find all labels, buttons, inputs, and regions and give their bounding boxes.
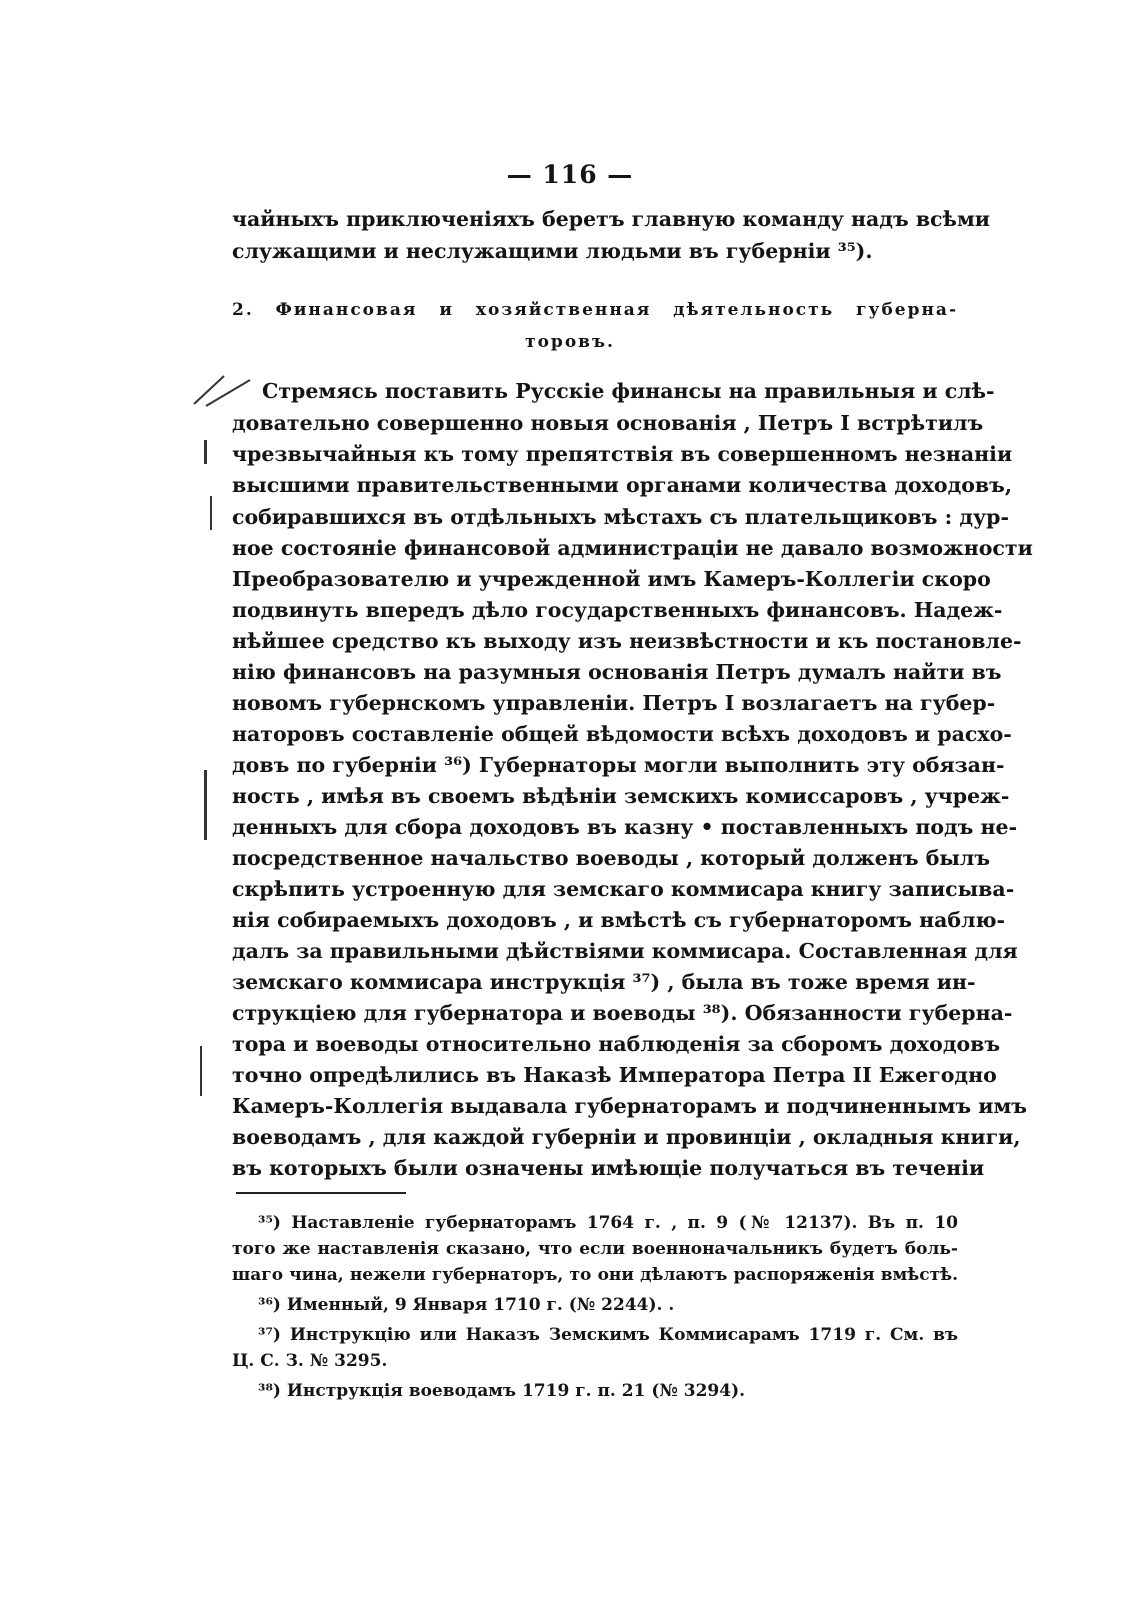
footnote-37: ³⁷) Инструкцію или Наказъ Земскимъ Коммисарамъ 1719 г. См. въ — [258, 1325, 958, 1345]
section-heading: 2. Финансовая и хозяйственная дѣятельность губерна- — [232, 300, 958, 320]
text-line: посредственное начальство воеводы , который долженъ былъ — [232, 846, 991, 870]
text-line: денныхъ для сбора доходовъ въ казну • поставленныхъ подъ не- — [232, 815, 1018, 839]
text-line: ное состояніе финансовой администраціи не давало возможности — [232, 536, 1033, 560]
footnote-35-continuation: того же наставленія сказано, что если военноначальникъ будетъ боль- — [232, 1239, 958, 1259]
footnote-36: ³⁶) Именный, 9 Января 1710 г. (№ 2244). . — [258, 1295, 675, 1315]
section-heading-continuation: торовъ. — [525, 332, 615, 352]
text-line: Камеръ-Коллегія выдавала губернаторамъ и подчиненнымъ имъ — [232, 1094, 1027, 1118]
footnote-35: ³⁵) Наставленіе губернаторамъ 1764 г. , п. 9 (№ 12137). Въ п. 10 — [258, 1213, 958, 1233]
text-line: нѣйшее средство къ выходу изъ неизвѣстности и къ постановле- — [232, 629, 1022, 653]
text-line: нія собираемыхъ доходовъ , и вмѣстѣ съ губернаторомъ наблю- — [232, 908, 1006, 932]
margin-line-mark — [200, 1046, 202, 1096]
margin-line-mark — [204, 770, 207, 840]
text-line: новомъ губернскомъ управленіи. Петръ I возлагаетъ на губер- — [232, 691, 996, 715]
footnote-38: ³⁸) Инструкція воеводамъ 1719 г. п. 21 (№ 3294). — [258, 1381, 746, 1401]
text-line: ность , имѣя въ своемъ вѣдѣніи земскихъ комиссаровъ , учреж- — [232, 784, 1010, 808]
text-line: довъ по губерніи ³⁶) Губернаторы могли выполнить эту обязан- — [232, 753, 1005, 777]
footnote-divider — [236, 1192, 406, 1194]
text-line: въ которыхъ были означены имѣющіе получаться въ теченіи — [232, 1156, 985, 1180]
text-line: скрѣпить устроенную для земскаго коммисара книгу записыва- — [232, 877, 1015, 901]
margin-pencil-mark — [190, 370, 260, 410]
text-line: нію финансовъ на разумныя основанія Петръ думалъ найти въ — [232, 660, 1002, 684]
text-line: земскаго коммисара инструкція ³⁷) , была въ тоже время ин- — [232, 970, 976, 994]
margin-line-mark — [210, 496, 212, 530]
text-line: Стремясь поставить Русскіе финансы на правильныя и слѣ- — [262, 379, 995, 403]
text-line: тора и воеводы относительно наблюденія за сборомъ доходовъ — [232, 1032, 1001, 1056]
page-number: — 116 — — [506, 160, 634, 189]
footnote-37-continuation: Ц. С. З. № 3295. — [232, 1351, 388, 1371]
text-line: служащими и неслужащими людьми въ губерніи ³⁵). — [232, 239, 873, 263]
footnote-35-continuation: шаго чина, нежели губернаторъ, то они дѣлаютъ распоряженія вмѣстѣ. — [232, 1265, 958, 1285]
text-line: точно опредѣлились въ Наказѣ Императора Петра II Ежегодно — [232, 1063, 997, 1087]
text-line: чайныхъ приключеніяхъ беретъ главную команду надъ всѣми — [232, 207, 990, 231]
text-line: чрезвычайныя къ тому препятствія въ совершенномъ незнаніи — [232, 442, 1013, 466]
text-line: наторовъ составленіе общей вѣдомости всѣхъ доходовъ и расхо- — [232, 722, 1012, 746]
text-line: собиравшихся въ отдѣльныхъ мѣстахъ съ плательщиковъ : дур- — [232, 505, 1009, 529]
text-line: струкціею для губернатора и воеводы ³⁸). Обязанности губерна- — [232, 1001, 1013, 1025]
text-line: воеводамъ , для каждой губерніи и провинціи , окладныя книги, — [232, 1125, 1021, 1149]
text-line: подвинуть впередъ дѣло государственныхъ финансовъ. Надеж- — [232, 598, 1003, 622]
text-line: Преобразователю и учрежденной имъ Камеръ-Коллегіи скоро — [232, 567, 991, 591]
margin-line-mark — [204, 440, 207, 464]
text-line: далъ за правильными дѣйствіями коммисара. Составленная для — [232, 939, 1018, 963]
text-line: довательно совершенно новыя основанія , Петръ I встрѣтилъ — [232, 411, 984, 435]
text-line: высшими правительственными органами количества доходовъ, — [232, 473, 1013, 497]
